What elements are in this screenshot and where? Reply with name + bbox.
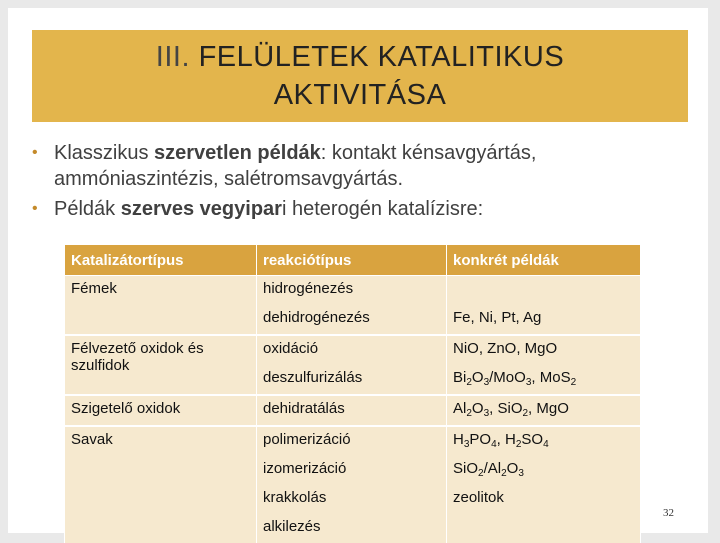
cell-example: $H_3PO_4$, $H_2SO_4$ bbox=[447, 426, 641, 456]
table-row bbox=[65, 395, 641, 426]
cell-example bbox=[447, 276, 641, 306]
catalyst-table bbox=[64, 244, 641, 543]
bullet-bold-text: szerves vegyipar bbox=[120, 198, 282, 220]
cell-group-metals: Fémek bbox=[65, 276, 257, 336]
cell-reaction: alkilezés bbox=[257, 514, 447, 543]
header-catalyst-type: Katalizátortípus bbox=[65, 245, 257, 276]
title-line-1: FELÜLETEK KATALITIKUS bbox=[198, 41, 565, 73]
cell-group-semiconductor: Félvezető oxidok és szulfidok bbox=[65, 335, 257, 395]
header-examples: konkrét példák bbox=[447, 245, 641, 276]
table-row bbox=[65, 426, 641, 456]
bullet-dot-icon: • bbox=[32, 200, 38, 217]
cell-reaction: deszulfurizálás bbox=[257, 365, 447, 395]
bullet-list bbox=[26, 140, 686, 226]
bullet-item bbox=[26, 140, 686, 192]
title-box bbox=[32, 30, 688, 122]
title-roman-numeral: III. bbox=[155, 41, 191, 73]
table-row bbox=[65, 335, 641, 365]
bullet-text: Klasszikus bbox=[54, 142, 155, 164]
title-line-2: AKTIVITÁSA bbox=[273, 79, 447, 111]
cell-group-acids: Savak bbox=[65, 426, 257, 543]
cell-example: $Al_2O_3$, SiO$_2$, MgO bbox=[447, 395, 641, 426]
cell-group-insulator: Szigetelő oxidok bbox=[65, 395, 257, 426]
cell-example bbox=[447, 514, 641, 543]
cell-example: $SiO_2/Al_2O_3$ bbox=[447, 456, 641, 485]
cell-reaction: hidrogénezés bbox=[257, 276, 447, 306]
cell-example: Fe, Ni, Pt, Ag bbox=[447, 305, 641, 335]
slide-title bbox=[156, 38, 564, 114]
bullet-bold-text: szervetlen példák bbox=[154, 142, 321, 164]
bullet-text: : kontakt kénsavgyártás, ammóniaszintézis, salétromsavgyártás. bbox=[54, 142, 537, 190]
cell-example: zeolitok bbox=[447, 485, 641, 514]
bullet-text: i heterogén katalízisre: bbox=[281, 198, 484, 220]
cell-reaction: polimerizáció bbox=[257, 426, 447, 456]
cell-reaction: dehidrogénezés bbox=[257, 305, 447, 335]
bullet-item bbox=[26, 196, 686, 222]
bullet-dot-icon: • bbox=[32, 144, 38, 161]
cell-reaction: izomerizáció bbox=[257, 456, 447, 485]
cell-reaction: krakkolás bbox=[257, 485, 447, 514]
cell-example: $Bi_2O_3/MoO_3$, MoS$_2$ bbox=[447, 365, 641, 395]
table-header-row bbox=[65, 245, 641, 276]
bullet-text: Példák bbox=[54, 198, 121, 220]
header-reaction-type: reakciótípus bbox=[257, 245, 447, 276]
page-number: 32 bbox=[663, 507, 674, 519]
cell-reaction: oxidáció bbox=[257, 335, 447, 365]
table-row bbox=[65, 276, 641, 306]
cell-example: NiO, ZnO, MgO bbox=[447, 335, 641, 365]
cell-reaction: dehidratálás bbox=[257, 395, 447, 426]
slide bbox=[8, 8, 708, 533]
